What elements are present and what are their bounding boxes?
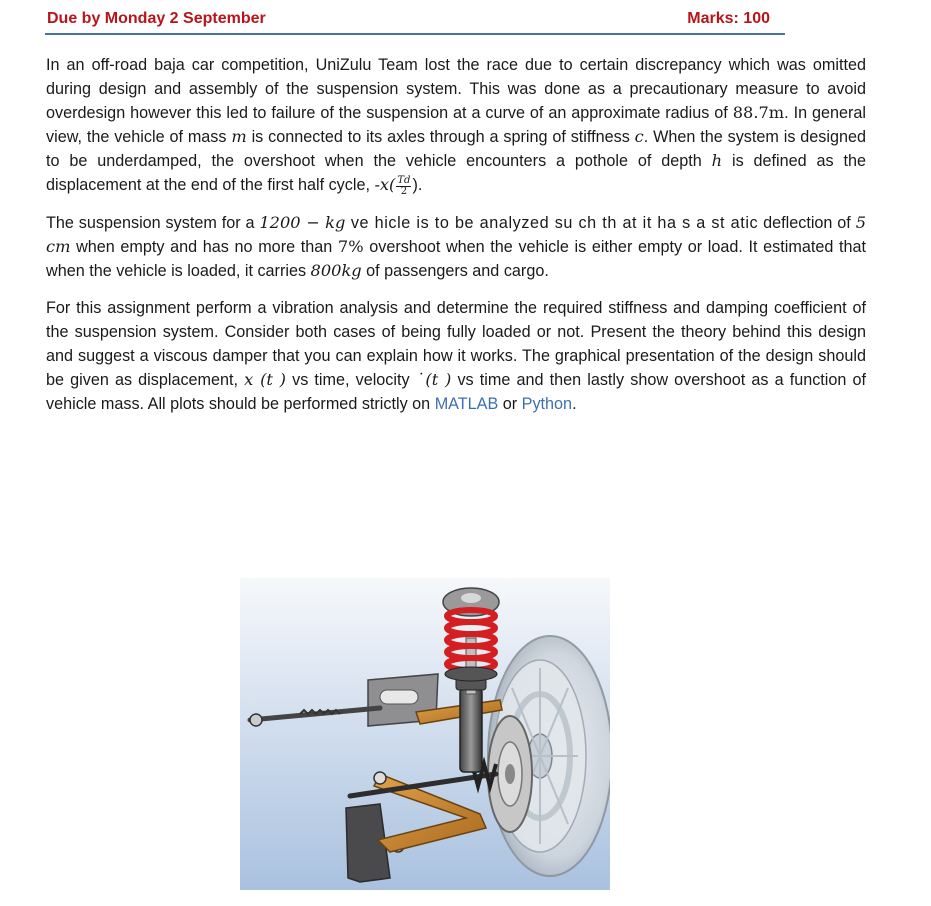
p2-d: when empty and has no more than bbox=[70, 237, 338, 256]
p2-h: cargo. bbox=[503, 261, 549, 280]
p2-g: of passengers and bbox=[361, 261, 500, 280]
p1-line3: precautionary measure to avoid overdesign however this led to failure of the suspension at a bbox=[46, 80, 867, 123]
header-divider bbox=[45, 33, 785, 35]
p3-end: . bbox=[572, 395, 577, 414]
marks-total: Marks: 100 bbox=[687, 10, 770, 27]
suspension-diagram bbox=[240, 578, 610, 890]
paragraph-problem-context bbox=[46, 53, 866, 198]
paragraph-specifications bbox=[46, 211, 866, 283]
half-period-fraction bbox=[396, 176, 411, 197]
p3-a: For this assignment perform a vibration analysis and determine the required stiffness and damping coefficient of the suspension system. Consider both cases of being fully loaded or not. Present the theory behind this design and suggest a viscous damper that you can explain how it works. The graphical presentation of the design should be given as displacement, bbox=[46, 298, 866, 390]
p2-f: empty or load. It estimated that when the vehicle is loaded, it carries bbox=[46, 237, 866, 280]
overshoot-expression: -x( bbox=[374, 175, 396, 195]
fraction-numerator: Td bbox=[397, 174, 411, 186]
coil-spring bbox=[443, 588, 499, 681]
matlab-link[interactable]: MATLAB bbox=[434, 395, 499, 414]
p1-line7-end: ). bbox=[412, 176, 423, 195]
p2-e: overshoot when the vehicle is either bbox=[363, 237, 633, 256]
static-deflection: 5 cm bbox=[46, 212, 866, 256]
mass-symbol: m bbox=[231, 127, 247, 147]
depth-symbol: h bbox=[711, 151, 723, 171]
p1-line4a: curve of an approximate radius of bbox=[485, 104, 733, 123]
python-link[interactable]: Python bbox=[521, 395, 573, 414]
assignment-body bbox=[46, 53, 866, 429]
p1-line5a: its axles through a spring of stiffness bbox=[366, 128, 635, 147]
suspension-illustration bbox=[240, 578, 610, 890]
p1-line5b: . When the system is designed to be underdamped, the bbox=[46, 128, 867, 171]
p1-line4b: . In general view, the vehicle of mass bbox=[46, 104, 866, 147]
p1-line6a: overshoot when the vehicle encounters a pothole of depth bbox=[243, 152, 712, 171]
due-date: Due by Monday 2 September bbox=[47, 10, 266, 27]
p1-line6b: is defined as the displacement at the bbox=[46, 152, 866, 195]
load-mass: 800kg bbox=[310, 260, 362, 280]
p1-line1: In an off-road baja car competition, UniZulu Team lost the race due to certain discrepancy which bbox=[46, 56, 771, 74]
curve-radius: 88.7m bbox=[732, 103, 785, 123]
p2-b: ve hicle is to be analyzed su ch th at it ha s a st atic bbox=[345, 213, 759, 232]
velocity-symbol: ˙(t ) bbox=[415, 370, 452, 390]
p3-c: vs time and then lastly show overshoot as a function of vehicle mass. All plots should be performed strictly on bbox=[46, 371, 867, 414]
displacement-symbol: x (t ) bbox=[244, 370, 286, 390]
stiffness-symbol: c bbox=[634, 127, 644, 147]
assignment-header bbox=[45, 8, 783, 32]
paragraph-task bbox=[46, 296, 866, 416]
p2-a: The suspension system for a bbox=[46, 213, 260, 232]
overshoot-limit: 7% bbox=[337, 236, 364, 256]
p3-b: vs time, velocity bbox=[285, 371, 416, 390]
p3-or: or bbox=[498, 395, 522, 414]
p2-c: deflection of bbox=[763, 213, 856, 232]
fraction-denominator: 2 bbox=[400, 185, 408, 197]
p1-line7a: end of the first half cycle, bbox=[190, 176, 375, 195]
p1-line4c: is connected to bbox=[246, 128, 362, 147]
p1-line2: was omitted during design and assembly of the suspension system. This was done as a bbox=[46, 56, 867, 99]
vehicle-mass: 1200 − kg bbox=[259, 212, 346, 232]
